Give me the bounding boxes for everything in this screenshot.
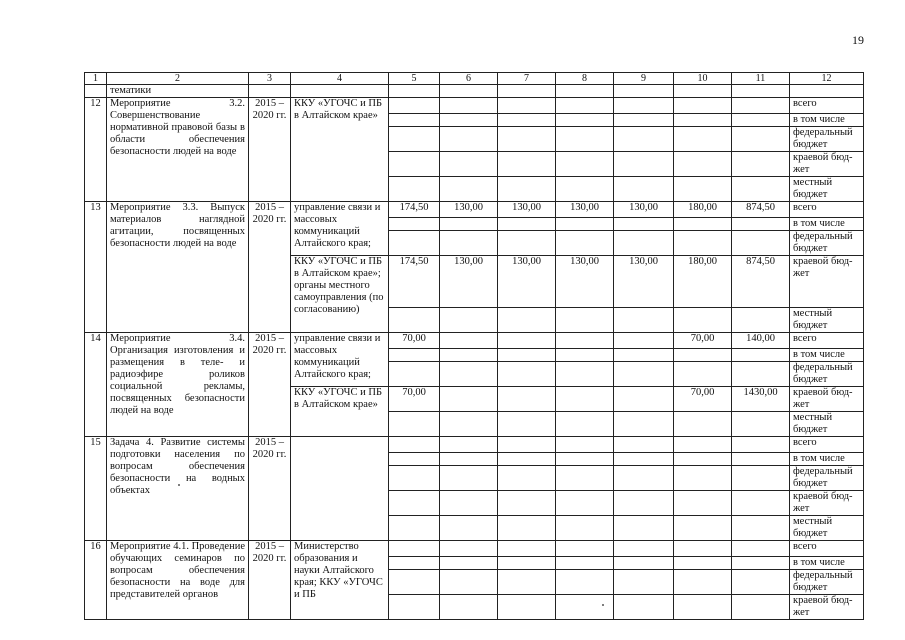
funding-value xyxy=(498,541,556,557)
funding-value xyxy=(440,557,498,570)
funding-value xyxy=(732,466,790,491)
funding-value xyxy=(556,308,614,333)
funding-value xyxy=(389,362,440,387)
funding-value: 1430,00 xyxy=(732,387,790,412)
funding-value xyxy=(498,387,556,412)
funding-value xyxy=(389,466,440,491)
table-row xyxy=(85,202,864,218)
funding-value xyxy=(556,541,614,557)
funding-value xyxy=(732,231,790,256)
funding-value xyxy=(732,453,790,466)
funding-value xyxy=(732,516,790,541)
funding-source-label: жет xyxy=(793,164,810,175)
funding-value xyxy=(614,516,674,541)
funding-value xyxy=(498,218,556,231)
funding-value: 174,50 xyxy=(389,256,440,308)
funding-value xyxy=(440,114,498,127)
funding-value xyxy=(732,557,790,570)
table-row xyxy=(85,333,864,349)
funding-value xyxy=(389,491,440,516)
funding-source-label: краевой бюд- xyxy=(793,152,853,163)
funding-value xyxy=(732,98,790,114)
table-cell xyxy=(440,85,498,98)
funding-source-label: жет xyxy=(793,268,810,279)
funding-source xyxy=(790,333,864,349)
funding-value xyxy=(498,491,556,516)
funding-value xyxy=(440,595,498,620)
funding-value xyxy=(389,541,440,557)
funding-source-label: бюджет xyxy=(793,320,828,331)
implementation-period: 2015 – 2020 гг. xyxy=(249,437,291,541)
funding-value xyxy=(614,333,674,349)
continuation-row xyxy=(85,85,864,98)
table-cell xyxy=(498,85,556,98)
funding-value xyxy=(556,437,614,453)
column-number: 7 xyxy=(498,73,556,85)
funding-source xyxy=(790,127,864,152)
table-cell xyxy=(614,85,674,98)
column-number: 6 xyxy=(440,73,498,85)
funding-value xyxy=(498,98,556,114)
funding-value xyxy=(614,541,674,557)
funding-value xyxy=(674,308,732,333)
implementation-period: 2015 – 2020 гг. xyxy=(249,202,291,333)
funding-source-label: бюджет xyxy=(793,528,828,539)
table-cell xyxy=(790,85,864,98)
funding-value: 130,00 xyxy=(498,256,556,308)
funding-value xyxy=(614,177,674,202)
funding-value: 70,00 xyxy=(674,387,732,412)
funding-source xyxy=(790,387,864,412)
funding-value xyxy=(498,349,556,362)
funding-source xyxy=(790,541,864,557)
funding-value xyxy=(498,570,556,595)
row-number: 16 xyxy=(85,541,107,620)
funding-source xyxy=(790,308,864,333)
page-number: 19 xyxy=(852,33,864,47)
funding-value xyxy=(440,218,498,231)
funding-value xyxy=(674,570,732,595)
funding-value: 174,50 xyxy=(389,202,440,218)
funding-value xyxy=(498,412,556,437)
funding-value xyxy=(440,98,498,114)
funding-value: 130,00 xyxy=(614,256,674,308)
executor: Министерство образования и науки Алтайского края; ККУ «УГОЧС и ПБ xyxy=(291,541,389,620)
funding-source-label: федеральный xyxy=(793,362,853,373)
funding-value xyxy=(732,152,790,177)
executor: управление связи и массовых коммуникаций Алтайского края; xyxy=(291,333,389,387)
funding-source-label: в том числе xyxy=(793,453,845,464)
funding-source-label: краевой бюд- xyxy=(793,387,853,398)
funding-source-label: в том числе xyxy=(793,114,845,125)
funding-value xyxy=(674,557,732,570)
funding-source xyxy=(790,516,864,541)
funding-value xyxy=(614,349,674,362)
funding-value xyxy=(556,516,614,541)
funding-source-label: бюджет xyxy=(793,189,828,200)
funding-source-label: всего xyxy=(793,98,817,109)
funding-value xyxy=(614,437,674,453)
table-cell xyxy=(556,85,614,98)
funding-source-label: жет xyxy=(793,607,810,618)
column-number: 4 xyxy=(291,73,389,85)
column-number: 2 xyxy=(107,73,249,85)
program-activities-table xyxy=(84,72,864,620)
funding-source-label: в том числе xyxy=(793,218,845,229)
funding-source xyxy=(790,557,864,570)
funding-value xyxy=(556,491,614,516)
funding-value xyxy=(440,491,498,516)
funding-source xyxy=(790,412,864,437)
implementation-period: 2015 – 2020 гг. xyxy=(249,541,291,620)
funding-value xyxy=(440,516,498,541)
funding-value xyxy=(440,231,498,256)
row-number: 13 xyxy=(85,202,107,333)
funding-value xyxy=(614,595,674,620)
column-number: 12 xyxy=(790,73,864,85)
funding-source-label: краевой бюд- xyxy=(793,256,853,267)
row-number: 12 xyxy=(85,98,107,202)
funding-value xyxy=(556,127,614,152)
column-number: 5 xyxy=(389,73,440,85)
funding-value xyxy=(440,466,498,491)
funding-value xyxy=(614,362,674,387)
funding-source-label: бюджет xyxy=(793,243,828,254)
funding-value xyxy=(389,516,440,541)
funding-value xyxy=(674,218,732,231)
funding-source-label: жет xyxy=(793,503,810,514)
funding-source-label: в том числе xyxy=(793,349,845,360)
funding-source xyxy=(790,349,864,362)
funding-source-label: федеральный xyxy=(793,570,853,581)
funding-value xyxy=(498,333,556,349)
funding-source-label: всего xyxy=(793,437,817,448)
funding-value xyxy=(440,362,498,387)
funding-source-label: федеральный xyxy=(793,466,853,477)
funding-value xyxy=(614,557,674,570)
funding-value xyxy=(389,177,440,202)
activity-name: Мероприятие 3.2. Совершенствование нормативной правовой базы в области обеспечения безопасности людей на воде xyxy=(107,98,249,202)
funding-source-label: жет xyxy=(793,399,810,410)
funding-value xyxy=(674,98,732,114)
funding-value: 130,00 xyxy=(498,202,556,218)
funding-value xyxy=(498,437,556,453)
funding-value xyxy=(674,127,732,152)
funding-source-label: местный xyxy=(793,177,833,188)
funding-value xyxy=(674,541,732,557)
funding-value xyxy=(732,177,790,202)
funding-value xyxy=(498,362,556,387)
funding-value xyxy=(614,114,674,127)
funding-value xyxy=(556,152,614,177)
scan-speck xyxy=(178,484,180,486)
funding-value xyxy=(674,437,732,453)
funding-source-label: местный xyxy=(793,516,833,527)
funding-value xyxy=(556,387,614,412)
funding-value xyxy=(614,466,674,491)
funding-value xyxy=(614,98,674,114)
funding-source xyxy=(790,466,864,491)
funding-value xyxy=(556,362,614,387)
funding-value xyxy=(389,453,440,466)
funding-source xyxy=(790,114,864,127)
funding-value xyxy=(389,437,440,453)
table-cell xyxy=(291,85,389,98)
funding-value xyxy=(614,152,674,177)
funding-value xyxy=(440,308,498,333)
funding-value xyxy=(389,349,440,362)
funding-value xyxy=(556,333,614,349)
funding-value xyxy=(614,127,674,152)
funding-value xyxy=(440,333,498,349)
funding-value xyxy=(498,466,556,491)
row-number: 15 xyxy=(85,437,107,541)
funding-value: 130,00 xyxy=(556,202,614,218)
funding-value xyxy=(498,595,556,620)
funding-value: 130,00 xyxy=(614,202,674,218)
funding-value xyxy=(674,152,732,177)
funding-source xyxy=(790,231,864,256)
funding-source xyxy=(790,437,864,453)
column-number-row xyxy=(85,73,864,85)
funding-source-label: всего xyxy=(793,541,817,552)
funding-value xyxy=(614,308,674,333)
column-number: 9 xyxy=(614,73,674,85)
funding-source-label: всего xyxy=(793,202,817,213)
table-cell xyxy=(732,85,790,98)
funding-source-label: местный xyxy=(793,308,833,319)
funding-value xyxy=(674,516,732,541)
funding-value xyxy=(614,412,674,437)
funding-value xyxy=(614,231,674,256)
funding-value: 140,00 xyxy=(732,333,790,349)
funding-source xyxy=(790,362,864,387)
funding-source-label: всего xyxy=(793,333,817,344)
funding-value xyxy=(556,98,614,114)
funding-source-label: бюджет xyxy=(793,582,828,593)
activity-name: Задача 4. Развитие системы подготовки населения по вопросам обеспечения безопасности на водных объектах xyxy=(107,437,249,541)
funding-source-label: федеральный xyxy=(793,127,853,138)
funding-value xyxy=(498,557,556,570)
funding-source-label: местный xyxy=(793,412,833,423)
funding-value xyxy=(674,349,732,362)
funding-value xyxy=(614,491,674,516)
funding-value xyxy=(389,218,440,231)
funding-value xyxy=(389,98,440,114)
continuation-text: тематики xyxy=(107,85,249,98)
table-cell xyxy=(249,85,291,98)
funding-source xyxy=(790,177,864,202)
executor: ККУ «УГОЧС и ПБ в Алтайском крае» xyxy=(291,98,389,202)
funding-source-label: бюджет xyxy=(793,139,828,150)
activity-name: Мероприятие 4.1. Проведение обучающих семинаров по вопросам обеспечения безопасности на воде для представителей органов xyxy=(107,541,249,620)
funding-value xyxy=(498,308,556,333)
column-number: 3 xyxy=(249,73,291,85)
executor-continued: ККУ «УГОЧС и ПБ в Алтайском крае»; органы местного самоуправления (по согласованию) xyxy=(291,256,389,333)
funding-value xyxy=(556,231,614,256)
funding-value xyxy=(556,453,614,466)
funding-value xyxy=(556,466,614,491)
funding-value xyxy=(440,349,498,362)
funding-source xyxy=(790,218,864,231)
funding-source-label: в том числе xyxy=(793,557,845,568)
table-cell xyxy=(85,85,107,98)
funding-source xyxy=(790,453,864,466)
funding-source-label: краевой бюд- xyxy=(793,595,853,606)
funding-value xyxy=(732,308,790,333)
funding-source xyxy=(790,570,864,595)
funding-value xyxy=(440,152,498,177)
funding-value xyxy=(614,218,674,231)
funding-value xyxy=(732,362,790,387)
funding-source-label: бюджет xyxy=(793,374,828,385)
funding-value xyxy=(674,177,732,202)
funding-value xyxy=(556,177,614,202)
funding-value xyxy=(498,127,556,152)
funding-value xyxy=(389,412,440,437)
funding-value xyxy=(498,152,556,177)
funding-source xyxy=(790,491,864,516)
funding-value xyxy=(614,387,674,412)
funding-value xyxy=(440,437,498,453)
funding-value xyxy=(674,595,732,620)
funding-value xyxy=(440,570,498,595)
funding-value xyxy=(732,570,790,595)
funding-value xyxy=(674,362,732,387)
funding-value xyxy=(498,453,556,466)
table-cell xyxy=(674,85,732,98)
column-number: 1 xyxy=(85,73,107,85)
funding-value: 874,50 xyxy=(732,202,790,218)
funding-value xyxy=(674,466,732,491)
funding-value: 130,00 xyxy=(440,202,498,218)
funding-value xyxy=(732,114,790,127)
funding-value xyxy=(556,557,614,570)
funding-value xyxy=(674,231,732,256)
funding-value xyxy=(674,412,732,437)
funding-value: 70,00 xyxy=(389,387,440,412)
funding-source xyxy=(790,595,864,620)
funding-value xyxy=(732,595,790,620)
column-number: 8 xyxy=(556,73,614,85)
funding-value xyxy=(674,453,732,466)
activity-name: Мероприятие 3.4. Организация изготовления и размещения в теле- и радиоэфире роликов социальной рекламы, посвященных безопасности людей на воде xyxy=(107,333,249,437)
funding-value xyxy=(732,541,790,557)
funding-value xyxy=(556,570,614,595)
funding-value xyxy=(389,557,440,570)
table-cell xyxy=(389,85,440,98)
funding-source-label: федеральный xyxy=(793,231,853,242)
funding-value xyxy=(389,308,440,333)
funding-value xyxy=(389,127,440,152)
funding-value xyxy=(440,177,498,202)
column-number: 11 xyxy=(732,73,790,85)
funding-value xyxy=(732,412,790,437)
funding-value xyxy=(440,127,498,152)
funding-value xyxy=(389,152,440,177)
funding-value: 180,00 xyxy=(674,202,732,218)
funding-value: 70,00 xyxy=(674,333,732,349)
funding-value xyxy=(389,114,440,127)
funding-source xyxy=(790,202,864,218)
funding-value xyxy=(674,491,732,516)
executor-continued: ККУ «УГОЧС и ПБ в Алтайском крае» xyxy=(291,387,389,437)
funding-value xyxy=(389,595,440,620)
funding-source xyxy=(790,256,864,308)
activity-name: Мероприятие 3.3. Выпуск материалов наглядной агитации, посвященных безопасности людей на воде xyxy=(107,202,249,333)
funding-value xyxy=(556,114,614,127)
funding-value xyxy=(674,114,732,127)
executor xyxy=(291,437,389,541)
funding-value xyxy=(498,177,556,202)
funding-value xyxy=(732,349,790,362)
table-row xyxy=(85,98,864,114)
executor: управление связи и массовых коммуникаций Алтайского края; xyxy=(291,202,389,256)
funding-value xyxy=(440,541,498,557)
funding-value xyxy=(732,491,790,516)
funding-value: 180,00 xyxy=(674,256,732,308)
funding-source-label: бюджет xyxy=(793,424,828,435)
row-number: 14 xyxy=(85,333,107,437)
funding-value: 130,00 xyxy=(556,256,614,308)
funding-value xyxy=(732,218,790,231)
funding-source xyxy=(790,98,864,114)
funding-source-label: бюджет xyxy=(793,478,828,489)
funding-value: 130,00 xyxy=(440,256,498,308)
funding-value: 874,50 xyxy=(732,256,790,308)
funding-value xyxy=(498,114,556,127)
funding-value xyxy=(614,570,674,595)
funding-value xyxy=(498,516,556,541)
funding-value: 70,00 xyxy=(389,333,440,349)
implementation-period: 2015 – 2020 гг. xyxy=(249,98,291,202)
funding-value xyxy=(732,437,790,453)
funding-source xyxy=(790,152,864,177)
implementation-period: 2015 – 2020 гг. xyxy=(249,333,291,437)
funding-value xyxy=(556,349,614,362)
table-row xyxy=(85,541,864,557)
funding-value xyxy=(440,412,498,437)
funding-value xyxy=(440,453,498,466)
scan-speck xyxy=(602,604,604,606)
funding-value xyxy=(614,453,674,466)
funding-value xyxy=(498,231,556,256)
funding-value xyxy=(556,412,614,437)
funding-value xyxy=(556,218,614,231)
column-number: 10 xyxy=(674,73,732,85)
funding-value xyxy=(732,127,790,152)
funding-value xyxy=(440,387,498,412)
funding-source-label: краевой бюд- xyxy=(793,491,853,502)
funding-value xyxy=(389,570,440,595)
table-row xyxy=(85,437,864,453)
funding-value xyxy=(556,595,614,620)
funding-value xyxy=(389,231,440,256)
